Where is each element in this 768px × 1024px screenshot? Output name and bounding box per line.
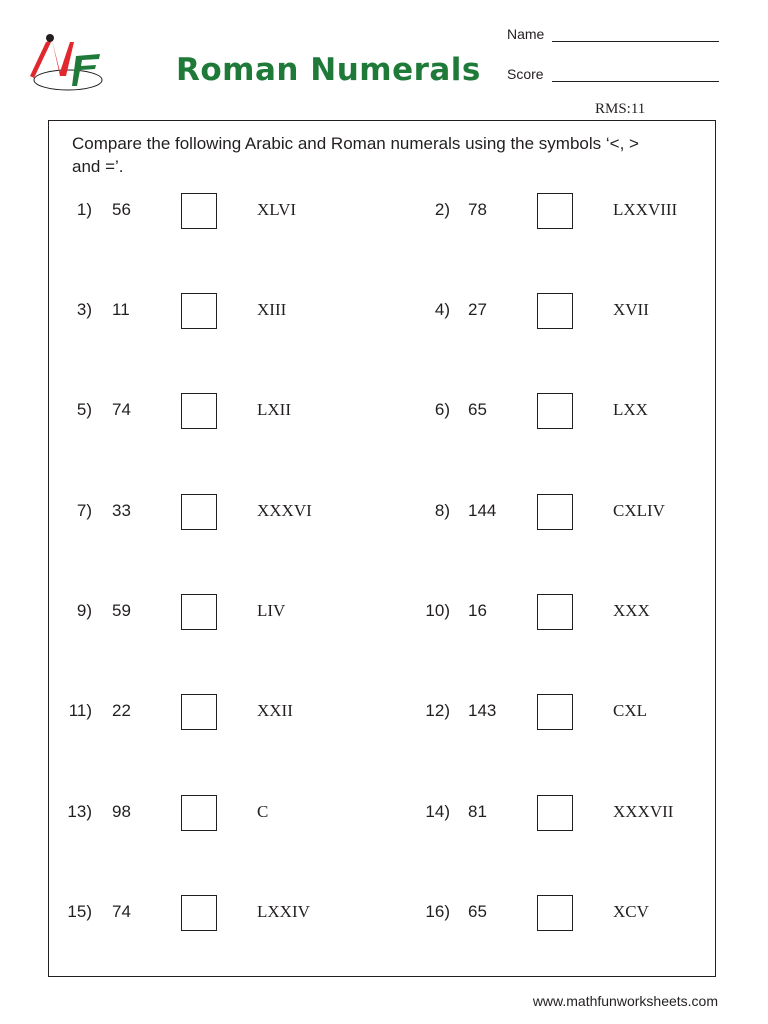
arabic-numeral: 59: [112, 601, 131, 620]
question-number: 16): [425, 902, 450, 921]
page-title: Roman Numerals: [176, 52, 481, 88]
roman-numeral: XXXVII: [613, 802, 674, 821]
answer-box[interactable]: [537, 494, 573, 530]
answer-box[interactable]: [537, 895, 573, 931]
roman-numeral: XXII: [257, 701, 293, 720]
roman-numeral: C: [257, 802, 269, 821]
question-number: 12): [425, 701, 450, 720]
question-number: 8): [434, 501, 450, 520]
roman-numeral: LXXVIII: [613, 200, 678, 219]
arabic-numeral: 16: [468, 601, 487, 620]
roman-numeral: CXL: [613, 701, 647, 720]
answer-box[interactable]: [181, 895, 217, 931]
arabic-numeral: 78: [468, 200, 487, 219]
roman-numeral: XVII: [613, 300, 649, 319]
roman-numeral: LIV: [257, 601, 286, 620]
roman-numeral: XLVI: [257, 200, 297, 219]
score-field[interactable]: [552, 81, 719, 82]
arabic-numeral: 65: [468, 902, 487, 921]
name-label: Name: [507, 26, 545, 42]
answer-box[interactable]: [181, 393, 217, 429]
answer-box[interactable]: [181, 293, 217, 329]
answer-box[interactable]: [537, 795, 573, 831]
roman-numeral: CXLIV: [613, 501, 665, 520]
question-number: 3): [76, 300, 92, 319]
arabic-numeral: 65: [468, 400, 487, 419]
roman-numeral: LXXIV: [257, 902, 310, 921]
roman-numeral: XIII: [257, 300, 287, 319]
arabic-numeral: 143: [468, 701, 497, 720]
score-label: Score: [507, 66, 544, 82]
arabic-numeral: 11: [112, 300, 130, 319]
question-number: 4): [434, 300, 450, 319]
answer-box[interactable]: [181, 594, 217, 630]
answer-box[interactable]: [537, 193, 573, 229]
arabic-numeral: 98: [112, 802, 131, 821]
roman-numeral: XCV: [613, 902, 649, 921]
question-number: 9): [76, 601, 92, 620]
roman-numeral: LXX: [613, 400, 648, 419]
question-number: 11): [68, 701, 92, 720]
arabic-numeral: 27: [468, 300, 487, 319]
roman-numeral: LXII: [257, 400, 291, 419]
answer-box[interactable]: [537, 393, 573, 429]
question-number: 7): [76, 501, 92, 520]
question-number: 10): [425, 601, 450, 620]
roman-numeral: XXXVI: [257, 501, 312, 520]
question-number: 15): [67, 902, 92, 921]
arabic-numeral: 74: [112, 902, 131, 921]
arabic-numeral: 56: [112, 200, 131, 219]
answer-box[interactable]: [181, 795, 217, 831]
question-number: 6): [434, 400, 450, 419]
question-number: 1): [76, 200, 92, 219]
question-number: 5): [76, 400, 92, 419]
arabic-numeral: 33: [112, 501, 131, 520]
answer-box[interactable]: [537, 293, 573, 329]
worksheet-code: RMS:11: [595, 101, 646, 117]
answer-box[interactable]: [537, 594, 573, 630]
question-number: 14): [425, 802, 450, 821]
mathfun-logo: [30, 28, 106, 98]
answer-box[interactable]: [181, 694, 217, 730]
arabic-numeral: 81: [468, 802, 487, 821]
name-field[interactable]: [552, 41, 719, 42]
instructions: Compare the following Arabic and Roman numerals using the symbols ‘<, > and =’.: [72, 134, 639, 176]
worksheet-frame: [48, 120, 716, 977]
question-number: 2): [434, 200, 450, 219]
roman-numeral: XXX: [613, 601, 650, 620]
arabic-numeral: 74: [112, 400, 131, 419]
arabic-numeral: 22: [112, 701, 131, 720]
website-footer: www.mathfunworksheets.com: [532, 993, 718, 1009]
question-number: 13): [67, 802, 92, 821]
answer-box[interactable]: [537, 694, 573, 730]
arabic-numeral: 144: [468, 501, 497, 520]
answer-box[interactable]: [181, 193, 217, 229]
answer-box[interactable]: [181, 494, 217, 530]
